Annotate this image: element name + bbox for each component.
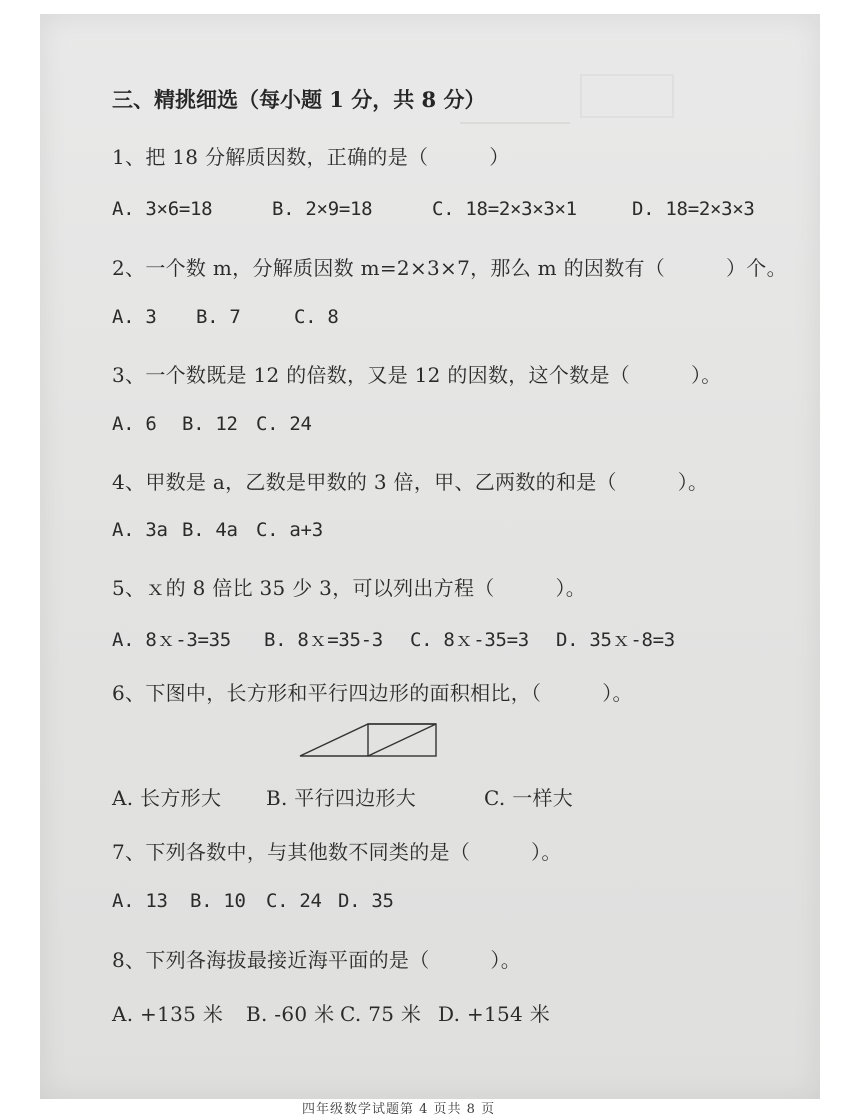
option-c: C. 一样大 [484,786,574,810]
question-1-stem: 1、把 18 分解质因数，正确的是（ ） [112,145,510,169]
question-6-stem: 6、下图中，长方形和平行四边形的面积相比，（ ）。 [112,681,633,705]
question-8-options [112,998,550,1027]
option-d: D. 35ｘ-8=3 [556,629,675,651]
question-6-options [112,782,573,811]
question-3-stem: 3、一个数既是 12 的倍数，又是 12 的因数，这个数是（ ）。 [112,363,722,387]
option-b: B. 7 [196,306,241,328]
question-5-stem: 5、ｘ的 8 倍比 35 少 3，可以列出方程（ ）。 [112,576,587,600]
option-c: C. 8 [294,306,339,328]
option-a: A. 8ｘ-3=35 [112,629,231,651]
option-b: B. 8ｘ=35-3 [264,629,383,651]
question-4-stem: 4、甲数是 a，乙数是甲数的 3 倍，甲、乙两数的和是（ ）。 [112,470,709,494]
question-8-stem: 8、下列各海拔最接近海平面的是（ ）。 [112,948,522,972]
option-d: D. 18=2×3×3 [632,198,755,220]
exam-paper [40,14,820,1117]
option-b: B. 平行四边形大 [266,786,417,810]
question-1-options [112,198,755,220]
option-c: C. 24 [266,890,322,912]
option-d: D. 35 [338,890,394,912]
option-a: A. 3 [112,306,157,328]
option-b: B. 12 [182,413,238,435]
option-b: B. 10 [190,890,246,912]
option-a: A. 长方形大 [112,786,222,810]
question-4-options [112,519,323,541]
option-c: C. 24 [256,413,312,435]
section-title: 三、精挑细选（每小题 1 分，共 8 分） [112,87,486,112]
option-c: C. 8ｘ-35=3 [410,629,529,651]
option-a: A. 3a [112,519,168,541]
rectangle-parallelogram-figure [298,720,438,760]
option-b: B. 2×9=18 [272,198,373,220]
question-2-stem: 2、一个数 m，分解质因数 m=2×3×7，那么 m 的因数有（ ）个。 [112,256,787,280]
option-a: A. 13 [112,890,168,912]
option-d: D. +154 米 [438,1002,551,1026]
option-b: B. -60 米 [246,1002,335,1026]
option-c: C. 75 米 [340,1002,422,1026]
question-7-stem: 7、下列各数中，与其他数不同类的是（ ）。 [112,840,562,864]
option-c: C. a+3 [256,519,323,541]
option-a: A. 6 [112,413,157,435]
bleed-through-mark [580,74,674,118]
page-footer: 四年级数学试题第 4 页共 8 页 [302,1102,496,1117]
question-2-options [112,306,339,328]
option-b: B. 4a [182,519,238,541]
question-3-options [112,413,312,435]
option-a: A. 3×6=18 [112,198,213,220]
question-5-options [112,625,675,652]
option-a: A. +135 米 [112,1002,224,1026]
question-7-options [112,890,394,912]
option-c: C. 18=2×3×3×1 [432,198,577,220]
